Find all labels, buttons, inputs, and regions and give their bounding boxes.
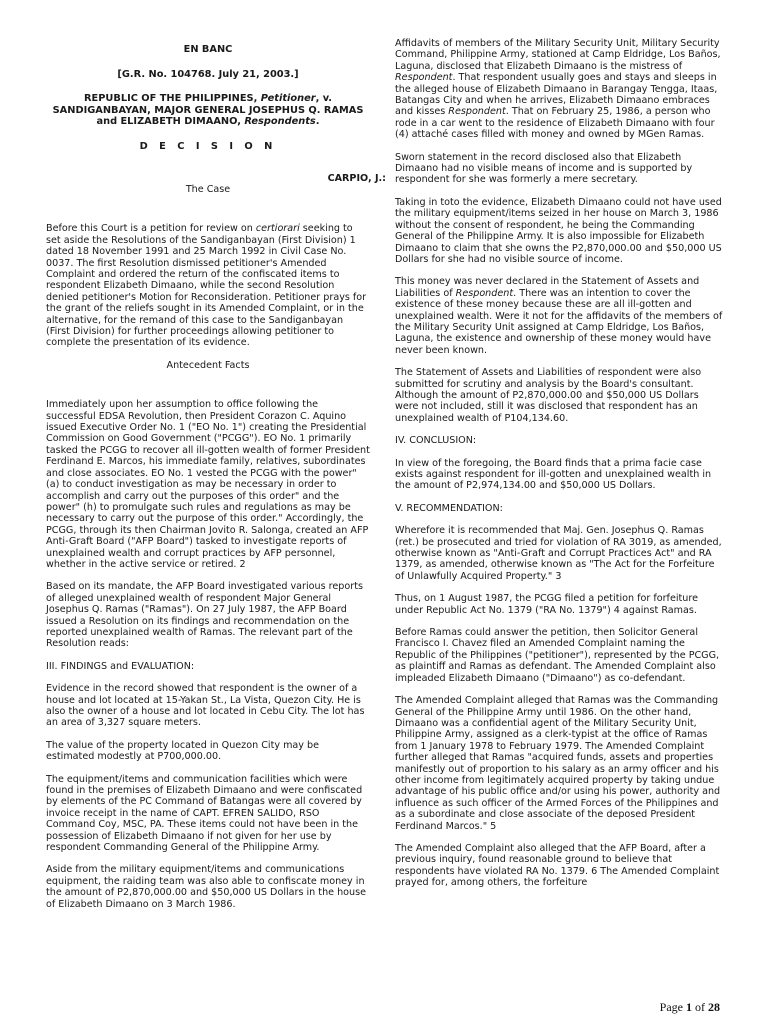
paragraph: IV. CONCLUSION:: [395, 435, 477, 447]
page-indicator: Page 1 of 28: [659, 1000, 720, 1014]
paragraph: Evidence in the record showed that respondent is the owner of a house and lot located at 15-Yakan St., La Vista, Quezon City. He is also the owner of a house and lot located in Cebu City. The lot has an area of 3,327 square meters.: [46, 683, 365, 729]
section-title-the-case: The Case: [185, 183, 231, 195]
case-parties: REPUBLIC OF THE PHILIPPINES, Petitioner, v. SANDIGANBAYAN, MAJOR GENERAL JOSEPHUS Q. RAMAS and ELIZABETH DIMAANO, Respondents.: [52, 93, 364, 128]
paragraph: Taking in toto the evidence, Elizabeth Dimaano could not have used the military equipment/items seized in her house on March 3, 1986 without the consent of respondent, he being the Commanding General of the Philippine Army. It is also impossible for Elizabeth Dimaano to claim that she owns the P2,870,000.00 and $50,000 US Dollars for she had no visible source of income.: [395, 196, 722, 265]
paragraph: Based on its mandate, the AFP Board investigated various reports of alleged unexplained wealth of respondent Major General Josephus Q. Ramas ("Ramas"). On 27 July 1987, the AFP Board issued a Resolution on its findings and recommendation on the reported unexplained wealth of Ramas. The relevant part of the Resolution reads:: [46, 581, 363, 650]
paragraph: The Amended Complaint alleged that Ramas was the Commanding General of the Philippine Army until 1986. On the other hand, Dimaano was a confidential agent of the Military Security Unit, Philippine Army, assigned as a clerk-typist at the office of Ramas from 1 January 1978 to February 1979. The Amended Complaint further alleged that Ramas "acquired funds, assets and properties manifestly out of proportion to his salary as an army officer and his other income from legitimately acquired property by taking undue advantage of his public office and/or using his power, authority and influence as such officer of the Armed Forces of the Philippines and as a subordinate and close associate of the deposed President Ferdinand Marcos." 5: [395, 695, 721, 832]
paragraph: Before Ramas could answer the petition, then Solicitor General Francisco I. Chavez filed an Amended Complaint naming the Republic of the Philippines ("petitioner"), represented by the PCGG, as plaintiff and Ramas as defendant. The Amended Complaint also impleaded Elizabeth Dimaano ("Dimaano") as co-defendant.: [395, 627, 720, 684]
paragraph: Thus, on 1 August 1987, the PCGG filed a petition for forfeiture under Republic Act No. 1379 ("RA No. 1379") 4 against Ramas.: [395, 593, 698, 616]
paragraph: Immediately upon her assumption to office following the successful EDSA Revolution, then President Corazon C. Aquino issued Executive Order No. 1 ("EO No. 1") creating the Presidential Commission on Good Government ("PCGG"). EO No. 1 primarily tasked the PCGG to recover all ill-gotten wealth of former President Ferdinand E. Marcos, his immediate family, relatives, subordinates and close associates. EO No. 1 vested the PCGG with the power" (a) to conduct investigation as may be necessary in order to accomplish and carry out the purposes of this order" and the power" (h) to promulgate such rules and regulations as may be necessary to carry out the purpose of this order." Accordingly, the PCGG, through its then Chairman Jovito R. Salonga, created an AFP Anti-Graft Board ("AFP Board") tasked to investigate reports of unexplained wealth and corrupt practices by AFP personnel, whether in the active service or retired. 2: [46, 399, 370, 570]
paragraph: Sworn statement in the record disclosed also that Elizabeth Dimaano had no visible means of income and is supported by respondent for she was formerly a mere secretary.: [395, 151, 693, 186]
current-page: 1: [686, 1000, 692, 1014]
right-column: [395, 38, 725, 900]
paragraph: The value of the property located in Quezon City may be estimated modestly at P700,000.00.: [46, 739, 320, 763]
paragraph: V. RECOMMENDATION:: [395, 502, 503, 514]
ponente: CARPIO, J.:: [327, 172, 386, 184]
case-number: [G.R. No. 104768. July 21, 2003.]: [117, 68, 299, 80]
paragraph: III. FINDINGS and EVALUATION:: [46, 660, 195, 672]
paragraph: In view of the foregoing, the Board finds that a prima facie case exists against respondent for ill-gotten and unexplained wealth in the amount of P2,974,134.00 and $50,000 US Dollars.: [395, 457, 712, 492]
paragraph: Affidavits of members of the Military Security Unit, Military Security Command, Philippine Army, stationed at Camp Eldridge, Los Baños, Laguna, disclosed that Elizabeth Dimaano is the mistress of Respondent. That respondent usually goes and stays and sleeps in the alleged house of Elizabeth Dimaano in Barangay Tengga, Itaas, Batangas City and when he arrives, Elizabeth Dimaano embraces and kisses Respondent. That on February 25, 1986, a person who rode in a car went to the residence of Elizabeth Dimaano with four (4) attaché cases filled with money and owned by MGen Ramas.: [395, 38, 721, 141]
left-column: [46, 38, 386, 921]
court-division: EN BANC: [183, 44, 233, 55]
decision-title: D E C I S I O N: [139, 140, 277, 152]
total-pages: 28: [708, 1000, 720, 1014]
paragraph: Aside from the military equipment/items and communications equipment, the raiding team was also able to confiscate money in the amount of P2,870,000.00 and $50,000 US Dollars in the house of Elizabeth Dimaano on 3 March 1986.: [46, 864, 367, 910]
paragraph: Before this Court is a petition for review on certiorari seeking to set aside the Resolutions of the Sandiganbayan (First Division) 1 dated 18 November 1991 and 25 March 1992 in Civil Case No. 0037. The first Resolution dismissed petitioner's Amended Complaint and ordered the return of the confiscated items to respondent Elizabeth Dimaano, while the second Resolution denied petitioner's Motion for Reconsideration. Petitioner prays for the grant of the reliefs sought in its Amended Complaint, or in the alternative, for the remand of this case to the Sandiganbayan (First Division) for further proceedings allowing petitioner to complete the presentation of its evidence.: [46, 223, 367, 349]
case-heading: [46, 44, 370, 153]
paragraph: Wherefore it is recommended that Maj. Gen. Josephus Q. Ramas (ret.) be prosecuted and tried for violation of RA 3019, as amended, otherwise known as "Anti-Graft and Corrupt Practices Act" and RA 1379, as amended, otherwise known as "The Act for the Forfeiture of Unlawfully Acquired Property." 3: [395, 525, 722, 582]
paragraph: This money was never declared in the Statement of Assets and Liabilities of Respondent. There was an intention to cover the existence of these money because these are all ill-gotten and unexplained wealth. Were it not for the affidavits of the members of the Military Security Unit assigned at Camp Eldridge, Los Baños, Laguna, the existence and ownership of these money would have never been known.: [395, 276, 723, 356]
paragraph: The equipment/items and communication facilities which were found in the premises of Elizabeth Dimaano and were confiscated by elements of the PC Command of Batangas were all covered by invoice receipt in the name of CAPT. EFREN SALIDO, RSO Command Coy, MSC, PA. These items could not have been in the possession of Elizabeth Dimaano if not given for her use by respondent Commanding General of the Philippine Army.: [46, 773, 363, 854]
section-title-antecedent-facts: Antecedent Facts: [166, 359, 250, 371]
paragraph: The Amended Complaint also alleged that the AFP Board, after a previous inquiry, found reasonable ground to believe that respondents have violated RA No. 1379. 6 The Amended Complaint prayed for, among others, the forfeiture: [395, 842, 720, 889]
paragraph: The Statement of Assets and Liabilities of respondent were also submitted for scrutiny and analysis by the Board's consultant. Although the amount of P2,870,000.00 and $50,000 US Dollars were not included, still it was disclosed that respondent has an unexplained wealth of P104,134.60.: [395, 367, 702, 424]
